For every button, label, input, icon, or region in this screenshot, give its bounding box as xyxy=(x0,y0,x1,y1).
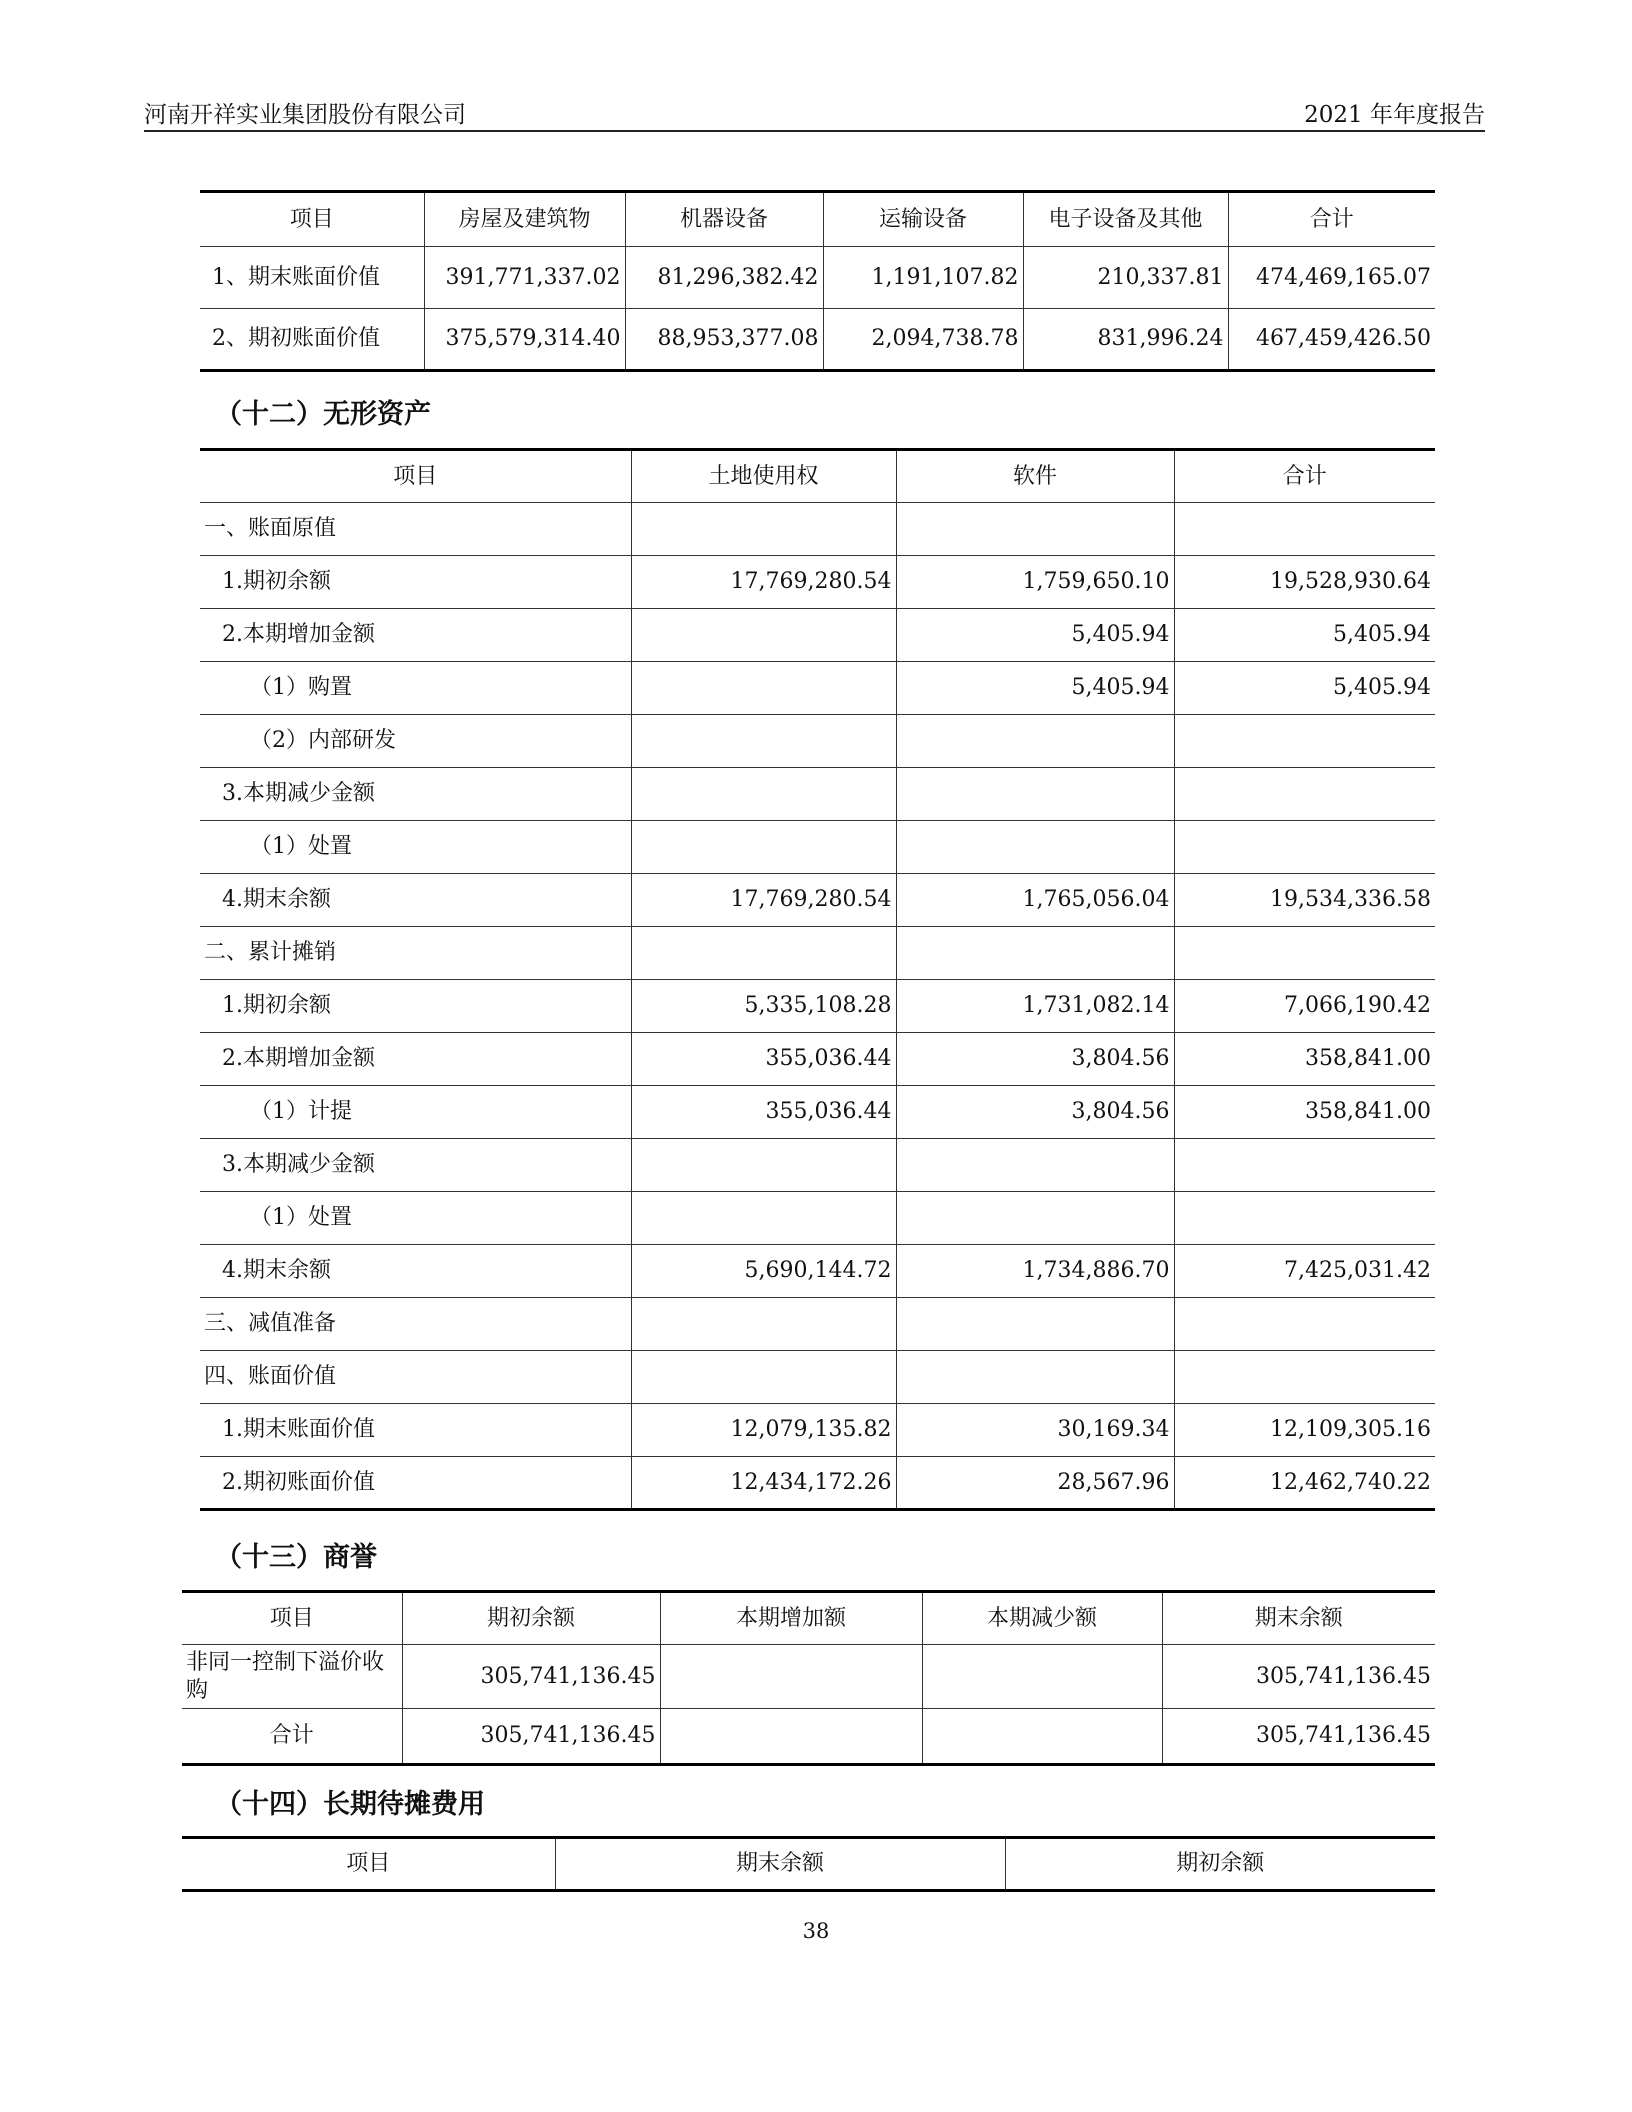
table-row xyxy=(200,662,1435,715)
row-label: 2.本期增加金额 xyxy=(200,1033,631,1086)
table-cell xyxy=(1174,1351,1435,1404)
table-cell: 1,191,107.82 xyxy=(823,247,1023,309)
table-cell xyxy=(1174,768,1435,821)
table-cell: 30,169.34 xyxy=(896,1404,1174,1457)
table-header-row xyxy=(182,1592,1435,1645)
column-header: 项目 xyxy=(200,192,424,247)
table-cell: 3,804.56 xyxy=(896,1086,1174,1139)
table-header-row xyxy=(200,450,1435,503)
table-row xyxy=(200,1298,1435,1351)
table-row xyxy=(200,1033,1435,1086)
table-row xyxy=(200,768,1435,821)
table-cell: 19,534,336.58 xyxy=(1174,874,1435,927)
goodwill-table xyxy=(182,1590,1435,1766)
row-label: 合计 xyxy=(182,1709,402,1765)
table-row xyxy=(200,1245,1435,1298)
table-cell: 5,405.94 xyxy=(896,609,1174,662)
table-cell: 1,759,650.10 xyxy=(896,556,1174,609)
row-label: 2、期初账面价值 xyxy=(200,309,424,371)
table-cell xyxy=(631,1139,896,1192)
table-cell xyxy=(631,927,896,980)
section-title-goodwill: （十三）商誉 xyxy=(215,1542,377,1573)
column-header: 项目 xyxy=(200,450,631,503)
table-row xyxy=(182,1709,1435,1765)
table-cell xyxy=(896,1192,1174,1245)
row-label: 1.期末账面价值 xyxy=(200,1404,631,1457)
table-cell: 19,528,930.64 xyxy=(1174,556,1435,609)
column-header: 期末余额 xyxy=(1162,1592,1435,1645)
table-cell xyxy=(631,503,896,556)
table-cell: 88,953,377.08 xyxy=(625,309,823,371)
table-row xyxy=(200,1351,1435,1404)
table-cell xyxy=(1174,1298,1435,1351)
table-cell: 12,079,135.82 xyxy=(631,1404,896,1457)
table-cell: 5,405.94 xyxy=(1174,609,1435,662)
table-cell xyxy=(631,1298,896,1351)
table-cell xyxy=(1174,1139,1435,1192)
intangible-assets-table xyxy=(200,448,1435,1511)
table-cell xyxy=(631,715,896,768)
table-cell: 305,741,136.45 xyxy=(1162,1709,1435,1765)
table-cell: 210,337.81 xyxy=(1023,247,1228,309)
table-cell: 305,741,136.45 xyxy=(1162,1645,1435,1709)
table-cell: 358,841.00 xyxy=(1174,1086,1435,1139)
table-cell: 375,579,314.40 xyxy=(424,309,625,371)
table-cell xyxy=(896,1351,1174,1404)
table-row xyxy=(200,503,1435,556)
table-cell xyxy=(631,768,896,821)
table-cell xyxy=(1174,715,1435,768)
table-cell: 7,425,031.42 xyxy=(1174,1245,1435,1298)
table-row xyxy=(200,1457,1435,1510)
table-cell: 12,462,740.22 xyxy=(1174,1457,1435,1510)
table-row xyxy=(182,1645,1435,1709)
table-cell xyxy=(1174,503,1435,556)
table-cell xyxy=(1174,1192,1435,1245)
table-row xyxy=(200,1192,1435,1245)
table-cell: 17,769,280.54 xyxy=(631,556,896,609)
row-label: 二、累计摊销 xyxy=(200,927,631,980)
table-cell xyxy=(896,768,1174,821)
table-row xyxy=(200,980,1435,1033)
table-cell xyxy=(631,1351,896,1404)
column-header: 项目 xyxy=(182,1592,402,1645)
column-header: 合计 xyxy=(1228,192,1435,247)
row-label: 1.期初余额 xyxy=(200,556,631,609)
table-cell: 305,741,136.45 xyxy=(402,1645,660,1709)
column-header: 软件 xyxy=(896,450,1174,503)
table-cell: 5,405.94 xyxy=(1174,662,1435,715)
table-cell: 467,459,426.50 xyxy=(1228,309,1435,371)
row-label: 4.期末余额 xyxy=(200,1245,631,1298)
table-row xyxy=(200,556,1435,609)
table-cell: 305,741,136.45 xyxy=(402,1709,660,1765)
column-header: 期初余额 xyxy=(1005,1838,1435,1891)
table-cell xyxy=(896,715,1174,768)
table-cell: 474,469,165.07 xyxy=(1228,247,1435,309)
table-cell: 355,036.44 xyxy=(631,1033,896,1086)
column-header: 土地使用权 xyxy=(631,450,896,503)
header-divider xyxy=(144,130,1485,132)
row-label: 非同一控制下溢价收购 xyxy=(182,1645,402,1709)
table-cell: 28,567.96 xyxy=(896,1457,1174,1510)
page-number: 38 xyxy=(802,1919,830,1943)
column-header: 合计 xyxy=(1174,450,1435,503)
table-cell xyxy=(1174,821,1435,874)
table-cell: 17,769,280.54 xyxy=(631,874,896,927)
long-term-prepaid-table xyxy=(182,1836,1435,1892)
row-label: 3.本期减少金额 xyxy=(200,1139,631,1192)
table-row xyxy=(200,1139,1435,1192)
table-cell xyxy=(631,821,896,874)
section-title-long-term-prepaid: （十四）长期待摊费用 xyxy=(215,1789,485,1820)
table-cell: 1,765,056.04 xyxy=(896,874,1174,927)
row-label: 2.期初账面价值 xyxy=(200,1457,631,1510)
table-row xyxy=(200,874,1435,927)
fixed-assets-table xyxy=(200,190,1435,372)
table-cell: 831,996.24 xyxy=(1023,309,1228,371)
table-cell xyxy=(896,927,1174,980)
table-row xyxy=(200,927,1435,980)
row-label: （1）计提 xyxy=(200,1086,631,1139)
table-cell xyxy=(631,662,896,715)
table-cell xyxy=(896,503,1174,556)
table-header-row xyxy=(200,192,1435,247)
row-label: 3.本期减少金额 xyxy=(200,768,631,821)
table-cell xyxy=(631,609,896,662)
row-label: （1）购置 xyxy=(200,662,631,715)
table-cell: 7,066,190.42 xyxy=(1174,980,1435,1033)
column-header: 本期增加额 xyxy=(660,1592,922,1645)
table-cell xyxy=(896,821,1174,874)
table-row xyxy=(200,247,1435,309)
column-header: 期末余额 xyxy=(555,1838,1005,1891)
table-header-row xyxy=(182,1838,1435,1891)
table-row xyxy=(200,715,1435,768)
table-row xyxy=(200,1404,1435,1457)
table-cell xyxy=(631,1192,896,1245)
table-cell xyxy=(896,1139,1174,1192)
header-company: 河南开祥实业集团股份有限公司 xyxy=(144,102,466,128)
table-cell xyxy=(660,1645,922,1709)
table-row xyxy=(200,821,1435,874)
table-cell: 5,335,108.28 xyxy=(631,980,896,1033)
table-cell: 2,094,738.78 xyxy=(823,309,1023,371)
section-title-intangible: （十二）无形资产 xyxy=(215,399,431,430)
row-label: 4.期末余额 xyxy=(200,874,631,927)
table-cell: 5,690,144.72 xyxy=(631,1245,896,1298)
table-cell: 358,841.00 xyxy=(1174,1033,1435,1086)
table-cell: 12,109,305.16 xyxy=(1174,1404,1435,1457)
table-row xyxy=(200,309,1435,371)
table-row xyxy=(200,1086,1435,1139)
table-cell xyxy=(922,1645,1162,1709)
row-label: 2.本期增加金额 xyxy=(200,609,631,662)
table-cell: 5,405.94 xyxy=(896,662,1174,715)
table-cell xyxy=(896,1298,1174,1351)
table-cell xyxy=(1174,927,1435,980)
row-label: 1.期初余额 xyxy=(200,980,631,1033)
table-cell: 12,434,172.26 xyxy=(631,1457,896,1510)
column-header: 期初余额 xyxy=(402,1592,660,1645)
table-cell xyxy=(922,1709,1162,1765)
table-cell: 1,734,886.70 xyxy=(896,1245,1174,1298)
table-cell: 355,036.44 xyxy=(631,1086,896,1139)
row-label: （1）处置 xyxy=(200,1192,631,1245)
table-cell xyxy=(660,1709,922,1765)
column-header: 项目 xyxy=(182,1838,555,1891)
column-header: 房屋及建筑物 xyxy=(424,192,625,247)
row-label: （2）内部研发 xyxy=(200,715,631,768)
row-label: 三、减值准备 xyxy=(200,1298,631,1351)
column-header: 本期减少额 xyxy=(922,1592,1162,1645)
table-cell: 81,296,382.42 xyxy=(625,247,823,309)
row-label: （1）处置 xyxy=(200,821,631,874)
header-report-title: 2021 年年度报告 xyxy=(1304,102,1485,128)
column-header: 电子设备及其他 xyxy=(1023,192,1228,247)
row-label: 四、账面价值 xyxy=(200,1351,631,1404)
column-header: 运输设备 xyxy=(823,192,1023,247)
table-row xyxy=(200,609,1435,662)
table-cell: 1,731,082.14 xyxy=(896,980,1174,1033)
row-label: 一、账面原值 xyxy=(200,503,631,556)
table-cell: 3,804.56 xyxy=(896,1033,1174,1086)
column-header: 机器设备 xyxy=(625,192,823,247)
table-cell: 391,771,337.02 xyxy=(424,247,625,309)
row-label: 1、期末账面价值 xyxy=(200,247,424,309)
